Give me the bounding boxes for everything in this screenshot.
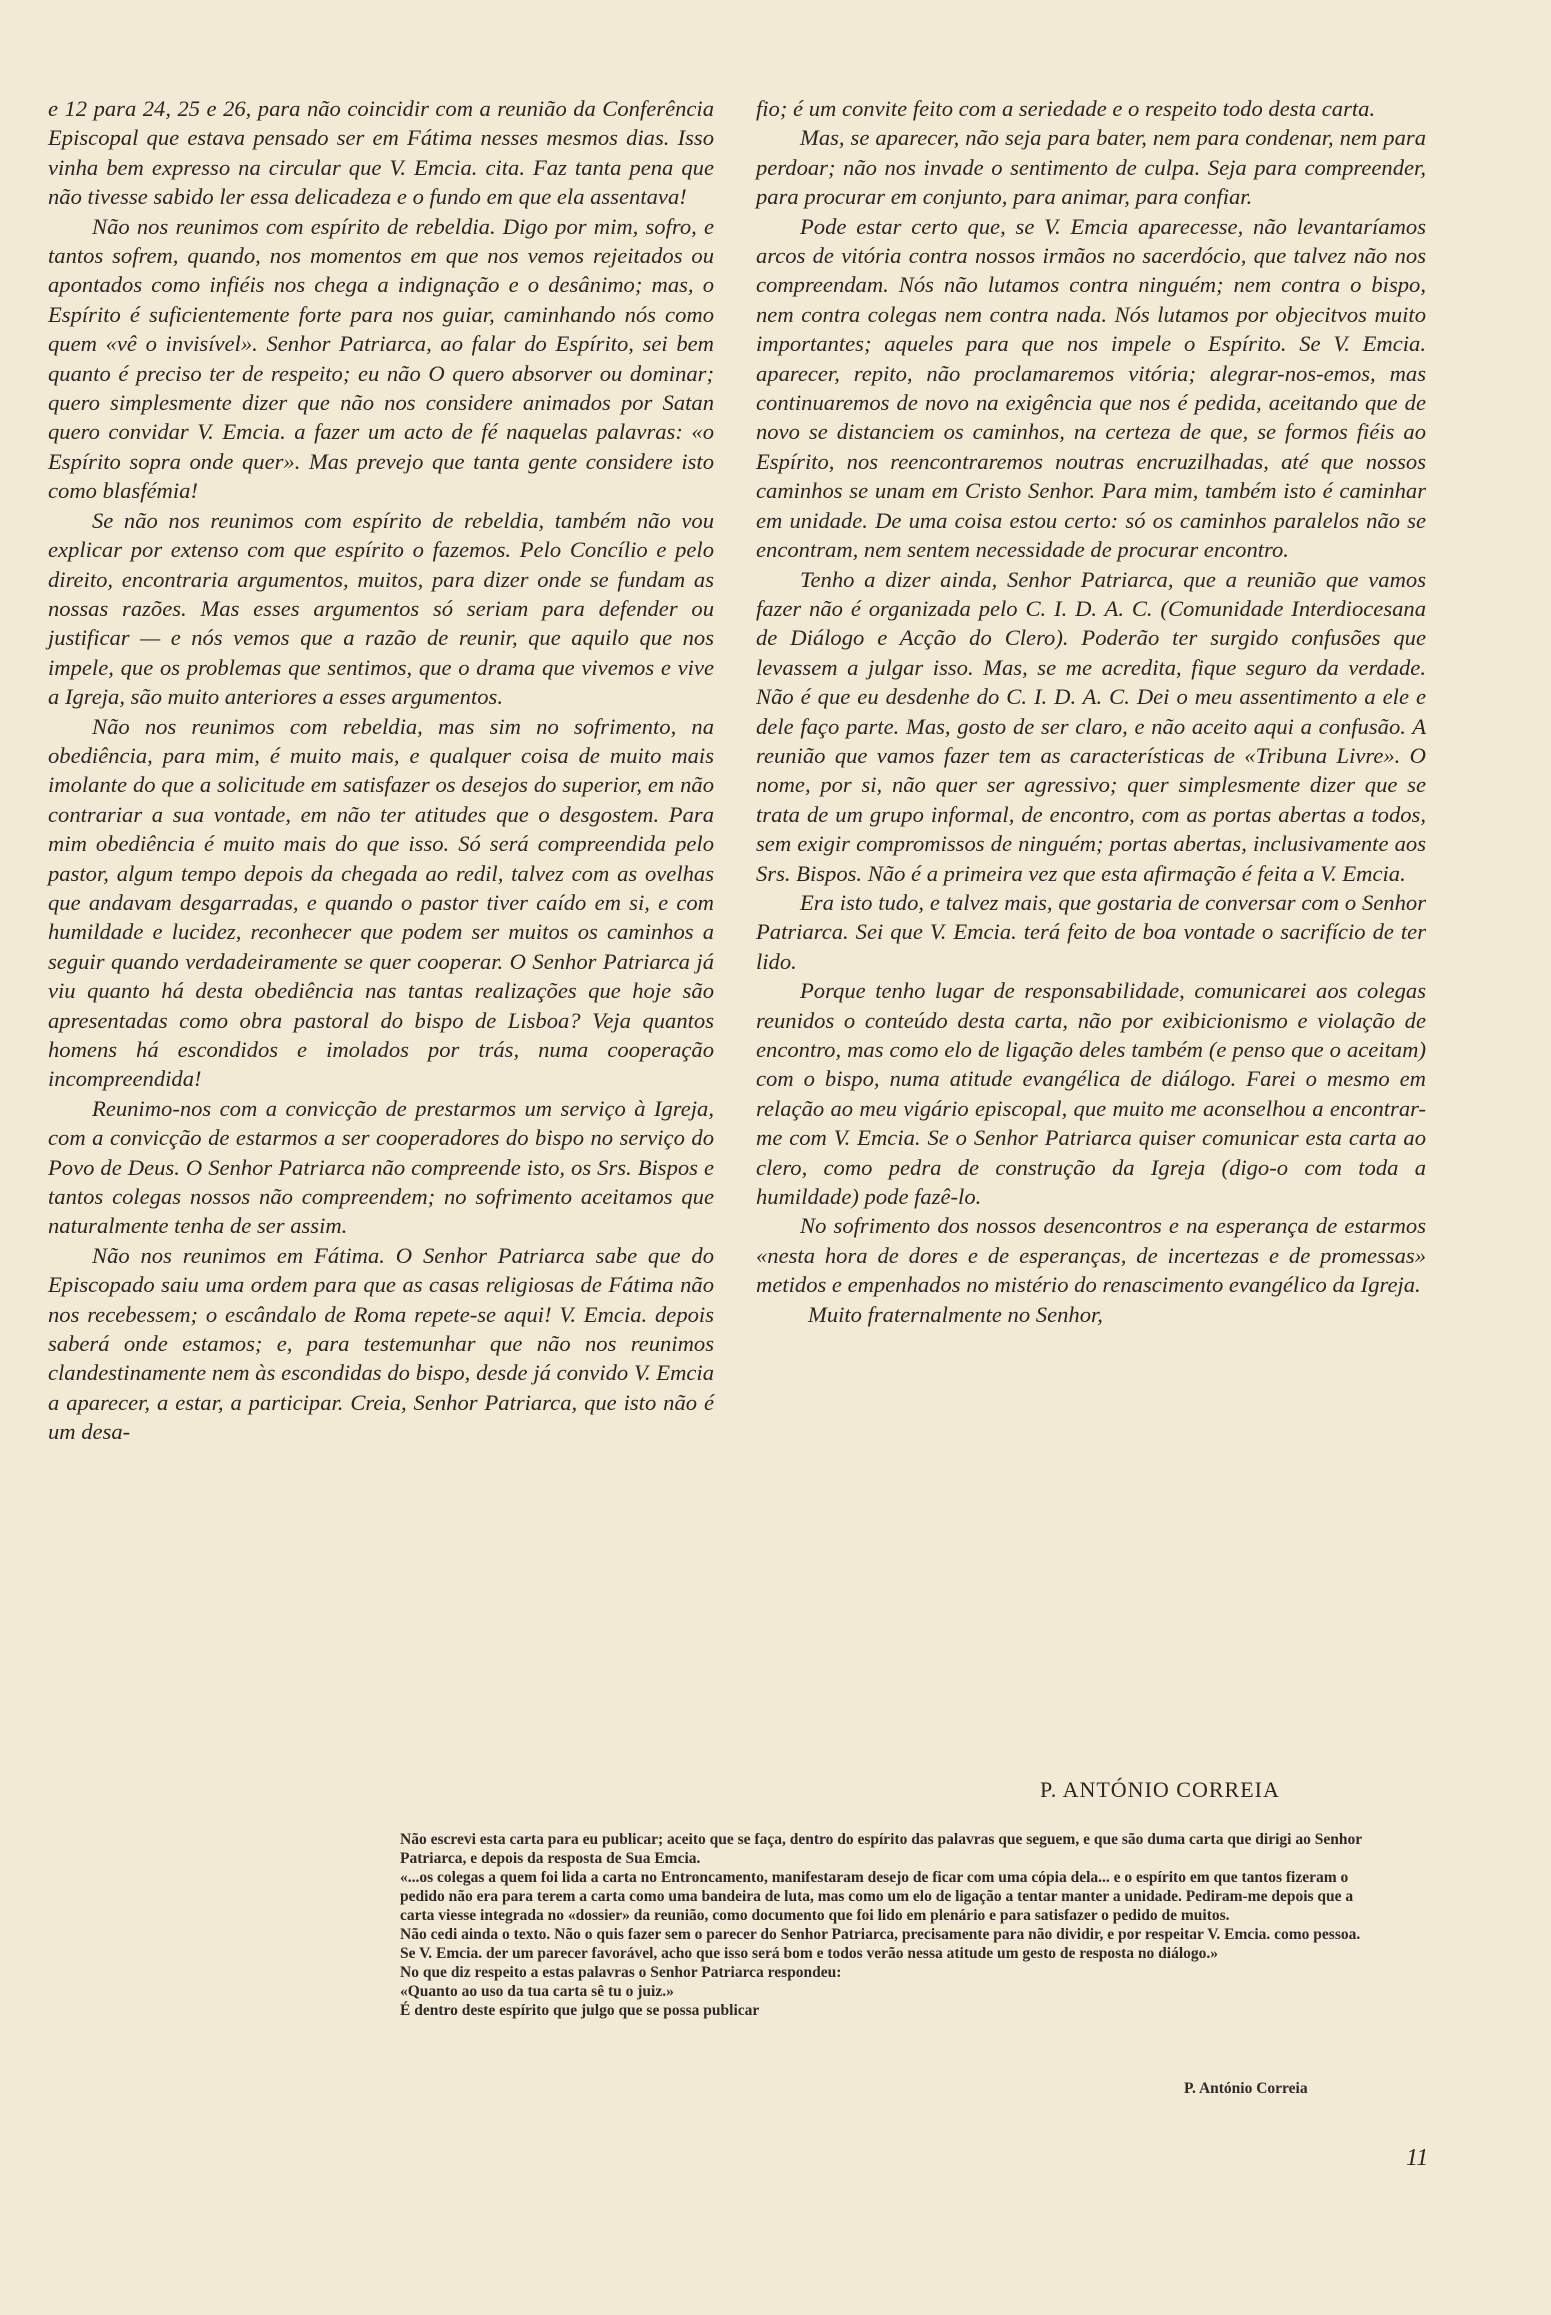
left-column <box>48 94 714 1447</box>
paragraph: fio; é um convite feito com a seriedade e o respeito todo desta carta. <box>756 96 1376 121</box>
paragraph: Porque tenho lugar de responsabilidade, comunicarei aos colegas reunidos o conteúdo desta carta, não por exibicionismo e violação de encontro, mas como elo de ligação deles também (e penso que o aceitam) com o bispo, numa atitude evangélica de diálogo. Farei o mesmo em relação ao meu vigário episcopal, que muito me aconselhou a encontrar-me com V. Emcia. Se o Senhor Patriarca quiser comunicar esta carta ao clero, como pedra de construção da Igreja (digo-o com toda a humildade) pode fazê-lo. <box>756 978 1426 1210</box>
paragraph: Pode estar certo que, se V. Emcia aparecesse, não levantaríamos arcos de vitória contra nossos irmãos no sacerdócio, que talvez não nos compreendam. Nós não lutamos contra ninguém; nem contra o bispo, nem contra colegas nem contra nada. Nós lutamos por objecitvos muito importantes; aqueles para que nos impele o Espírito. Se V. Emcia. aparecer, repito, não proclamaremos vitória; alegrar-nos-emos, mas continuaremos de novo na exigência que nos é pedida, aceitando que de novo se distanciem os caminhos, na certeza de que, se formos fiéis ao Espírito, nos reencontraremos noutras encruzilhadas, até que nossos caminhos se unam em Cristo Senhor. Para mim, também isto é caminhar em unidade. De uma coisa estou certo: só os caminhos paralelos não se encontram, nem sentem necessidade de procurar encontro. <box>756 213 1426 563</box>
note-line: «...os colegas a quem foi lida a carta no Entroncamento, manifestaram desejo de ficar com uma cópia dela... e o espírito em que tantos fizeram o pedido não era para terem a carta como uma bandeira de luta, mas como um elo de ligação a tentar manter a unidade. Pediram-me depois que a carta viesse integrada no «dossier» da reunião, como documento que foi lido em plenário e para satisfazer o pedido de muitos. <box>400 1869 1354 1924</box>
paragraph: Não nos reunimos com rebeldia, mas sim no sofrimento, na obediência, para mim, é muito mais, e qualquer coisa de muito mais imolante do que a solicitude em satisfazer os desejos do superior, em não contrariar a sua vontade, em não ter atitudes que o desgostem. Para mim obediência é muito mais do que isso. Só será compreendida pelo pastor, algum tempo depois da chegada ao redil, talvez com as ovelhas que andavam desgarradas, e quando o pastor tiver caído em si, e com humildade e lucidez, reconhecer que podem ser muitos os caminhos a seguir quando verdadeiramente se quer cooperar. O Senhor Patriarca já viu quanto há desta obediência nas tantas realizações que hoje são apresentadas como obra pastoral do bispo de Lisboa? Veja quantos homens há escondidos e imolados por trás, numa cooperação incompreendida! <box>48 713 714 1092</box>
paragraph: e 12 para 24, 25 e 26, para não coincidir com a reunião da Conferência Episcopal que estava pensado ser em Fátima nesses mesmos dias. Isso vinha bem expresso na circular que V. Emcia. cita. Faz tanta pena que não tivesse sabido ler essa delicadeza e o fundo em que ela assentava! <box>48 96 714 210</box>
note-line: Não escrevi esta carta para eu publicar; aceito que se faça, dentro do espírito das palavras que seguem, e que são duma carta que dirigi ao Senhor Patriarca, e depois da resposta de Sua Emcia. <box>400 1831 1362 1867</box>
paragraph: Não nos reunimos com espírito de rebeldia. Digo por mim, sofro, e tantos sofrem, quando, nos momentos em que nos vemos rejeitados ou apontados como infiéis nos chega a indignação e o desânimo; mas, o Espírito é suficientemente forte para nos guiar, caminhando nós como quem «vê o invisível». Senhor Patriarca, ao falar do Espírito, sei bem quanto é preciso ter de respeito; eu não O quero absorver ou dominar; quero simplesmente dizer que não nos considere animados por Satan quero convidar V. Emcia. a fazer um acto de fé naquelas palavras: «o Espírito sopra onde quer». Mas prevejo que tanta gente considere isto como blasfémia! <box>48 213 714 504</box>
closing-line: Muito fraternalmente no Senhor, <box>808 1301 1103 1327</box>
paragraph: Tenho a dizer ainda, Senhor Patriarca, que a reunião que vamos fazer não é organizada pelo C. I. D. A. C. (Comunidade Interdiocesana de Diálogo e Acção do Clero). Poderão ter surgido confusões que levassem a julgar isso. Mas, se me acredita, fique seguro da verdade. Não é que eu desdenhe do C. I. D. A. C. Dei o meu assentimento a ele e dele faço parte. Mas, gosto de ser claro, e não aceito aqui a confusão. A reunião que vamos fazer tem as características de «Tribuna Livre». O nome, por si, não quer ser agressivo; quer simplesmente dizer que se trata de um grupo informal, de encontro, com as portas abertas a todos, sem exigir compromissos de ninguém; portas abertas, inclusivamente aos Srs. Bispos. Não é a primeira vez que esta afirmação é feita a V. Emcia. <box>756 566 1426 886</box>
paragraph: Se não nos reunimos com espírito de rebeldia, também não vou explicar por extenso com que espírito o fazemos. Pelo Concílio e pelo direito, encontraria argumentos, muitos, para dizer onde se fundam as nossas razões. Mas esses argumentos só seriam para defender ou justificar — e nós vemos que a razão de reunir, que aquilo que nos impele, que os problemas que sentimos, que o drama que vivemos e vive a Igreja, são muito anteriores a esses argumentos. <box>48 507 714 710</box>
note-signature: P. António Correia <box>1184 2080 1308 2097</box>
note-line: É dentro deste espírito que julgo que se possa publicar <box>400 2002 760 2019</box>
paragraph: Reunimo-nos com a convicção de prestarmos um serviço à Igreja, com a convicção de estarmos a ser cooperadores do bispo no serviço do Povo de Deus. O Senhor Patriarca não compreende isto, os Srs. Bispos e tantos colegas nossos não compreendem; no sofrimento aceitamos que naturalmente tenha de ser assim. <box>48 1095 714 1239</box>
note-line: Não cedi ainda o texto. Não o quis fazer sem o parecer do Senhor Patriarca, precisamente para não dividir, e por respeitar V. Emcia. como pessoa. <box>400 1926 1361 1943</box>
paragraph: Era isto tudo, e talvez mais, que gostaria de conversar com o Senhor Patriarca. Sei que V. Emcia. terá feito de boa vontade o sacrifício de ter lido. <box>756 889 1426 974</box>
paragraph: Não nos reunimos em Fátima. O Senhor Patriarca sabe que do Episcopado saiu uma ordem para que as casas religiosas de Fátima não nos recebessem; o escândalo de Roma repete-se aqui! V. Emcia. depois saberá onde estamos; e, para testemunhar que não nos reunimos clandestinamente nem às escondidas do bispo, desde já convido V. Emcia a aparecer, a estar, a participar. Creia, Senhor Patriarca, que isto não é um desa- <box>48 1242 714 1445</box>
signature: P. ANTÓNIO CORREIA <box>1040 1777 1280 1802</box>
right-column <box>756 94 1426 1329</box>
editorial-note <box>400 1830 1390 2020</box>
note-line: Se V. Emcia. der um parecer favorável, acho que isso será bom e todos verão nessa atitude um gesto de resposta no diálogo.» <box>400 1945 1219 1962</box>
page-number: 11 <box>1406 2145 1429 2171</box>
paragraph: Mas, se aparecer, não seja para bater, nem para condenar, nem para perdoar; não nos invade o sentimento de culpa. Seja para compreender, para procurar em conjunto, para animar, para confiar. <box>756 125 1426 210</box>
paragraph: No sofrimento dos nossos desencontros e na esperança de estarmos «nesta hora de dores e de esperanças, de incertezas e de promessas» metidos e empenhados no mistério do renascimento evangélico da Igreja. <box>756 1213 1426 1298</box>
note-line: No que diz respeito a estas palavras o Senhor Patriarca respondeu: <box>400 1964 842 1981</box>
note-line: «Quanto ao uso da tua carta sê tu o juiz.» <box>400 1983 674 2000</box>
